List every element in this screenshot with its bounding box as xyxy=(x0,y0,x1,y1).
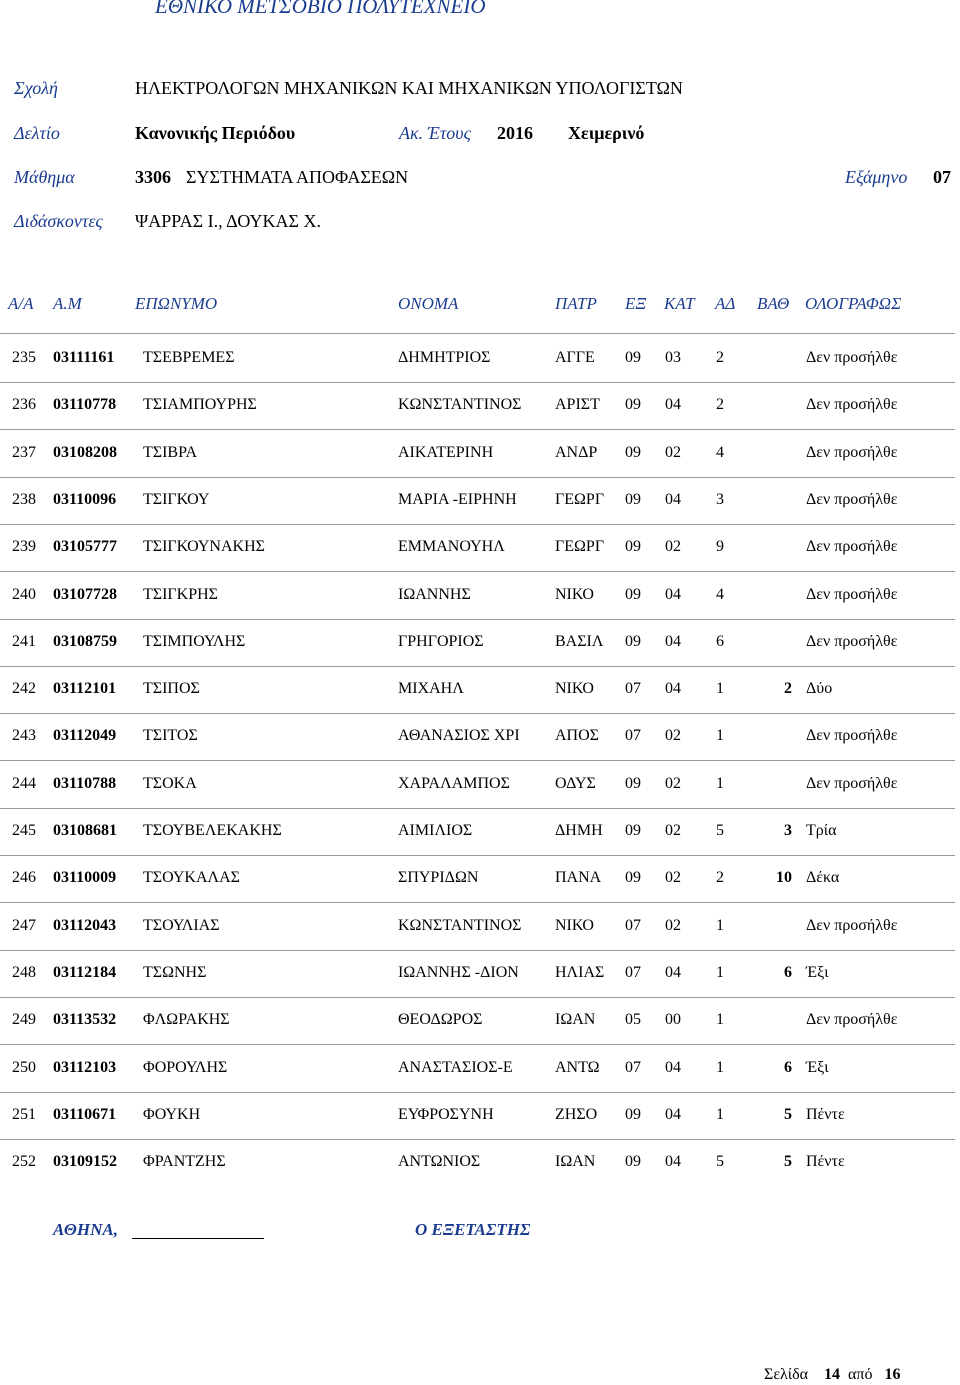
cell-surname: ΤΣΙΓΚΡΗΣ xyxy=(143,586,218,603)
year-value: 2016 xyxy=(497,123,533,143)
cell-name: ΓΡΗΓΟΡΙΟΣ xyxy=(398,633,484,650)
cell-cat: 04 xyxy=(665,1153,681,1170)
cell-am: 03110778 xyxy=(53,396,117,413)
cell-father: ΑΓΓΕ xyxy=(555,349,595,366)
cell-am: 03112049 xyxy=(53,727,117,744)
cell-cat: 03 xyxy=(665,349,681,366)
row-divider xyxy=(0,760,955,761)
cell-name: ΙΩΑΝΝΗΣ xyxy=(398,586,471,603)
row-divider xyxy=(0,619,955,620)
cell-father: ΒΑΣΙΛ xyxy=(555,633,604,650)
cell-name: ΔΗΜΗΤΡΙΟΣ xyxy=(398,349,491,366)
page-of: από xyxy=(848,1366,873,1383)
cell-cat: 02 xyxy=(665,538,681,555)
cell-cat: 02 xyxy=(665,727,681,744)
pagination xyxy=(764,1366,900,1384)
date-signature-line xyxy=(132,1238,264,1239)
cell-father: ΓΕΩΡΓ xyxy=(555,538,605,555)
cell-ad: 1 xyxy=(716,680,724,697)
cell-ad: 1 xyxy=(716,1011,724,1028)
col-surname: ΕΠΩΝΥΜΟ xyxy=(135,294,218,313)
cell-father: ΑΝΔΡ xyxy=(555,444,598,461)
cell-surname: ΤΣΟΥΚΑΛΑΣ xyxy=(143,869,240,886)
cell-aa: 235 xyxy=(12,349,36,366)
cell-words: Δεν προσήλθε xyxy=(806,1011,898,1028)
cell-cat: 02 xyxy=(665,869,681,886)
cell-words: Δεν προσήλθε xyxy=(806,775,898,792)
cell-am: 03113532 xyxy=(53,1011,117,1028)
course-name: ΣΥΣΤΗΜΑΤΑ ΑΠΟΦΑΣΕΩΝ xyxy=(186,167,409,187)
semester-type: Χειμερινό xyxy=(568,123,645,143)
cell-words: Δεν προσήλθε xyxy=(806,491,898,508)
university-title: ΕΘΝΙΚΟ ΜΕΤΣΟΒΙΟ ΠΟΛΥΤΕΧΝΕΙΟ xyxy=(155,0,486,18)
row-divider xyxy=(0,477,955,478)
cell-ad: 1 xyxy=(716,727,724,744)
cell-aa: 247 xyxy=(12,917,36,934)
cell-cat: 04 xyxy=(665,633,681,650)
cell-father: ΙΩΑΝ xyxy=(555,1153,596,1170)
cell-name: ΜΙΧΑΗΛ xyxy=(398,680,464,697)
cell-grade: 3 xyxy=(784,822,792,839)
cell-aa: 237 xyxy=(12,444,36,461)
cell-surname: ΤΣΙΜΠΟΥΛΗΣ xyxy=(143,633,246,650)
cell-words: Δεν προσήλθε xyxy=(806,917,898,934)
cell-father: ΓΕΩΡΓ xyxy=(555,491,605,508)
cell-aa: 241 xyxy=(12,633,36,650)
row-divider xyxy=(0,950,955,951)
cell-am: 03110009 xyxy=(53,869,117,886)
cell-am: 03112103 xyxy=(53,1059,117,1076)
cell-words: Δεν προσήλθε xyxy=(806,538,898,555)
cell-words: Δεν προσήλθε xyxy=(806,633,898,650)
cell-name: ΑΙΜΙΛΙΟΣ xyxy=(398,822,473,839)
cell-cat: 04 xyxy=(665,680,681,697)
row-divider xyxy=(0,429,955,430)
row-divider xyxy=(0,382,955,383)
semester-label: Εξάμηνο xyxy=(845,167,908,187)
cell-surname: ΤΣΙΓΚΟΥ xyxy=(143,491,210,508)
cell-aa: 246 xyxy=(12,869,36,886)
cell-exam: 09 xyxy=(625,491,641,508)
cell-ad: 1 xyxy=(716,775,724,792)
cell-ad: 2 xyxy=(716,869,724,886)
cell-exam: 09 xyxy=(625,444,641,461)
cell-exam: 09 xyxy=(625,586,641,603)
cell-aa: 238 xyxy=(12,491,36,508)
cell-cat: 02 xyxy=(665,444,681,461)
cell-father: ΑΡΙΣΤ xyxy=(555,396,600,413)
cell-ad: 1 xyxy=(716,917,724,934)
cell-ad: 4 xyxy=(716,586,724,603)
header-divider xyxy=(0,333,955,334)
cell-name: ΑΝΑΣΤΑΣΙΟΣ-Ε xyxy=(398,1059,513,1076)
cell-surname: ΤΣΟΥΒΕΛΕΚΑΚΗΣ xyxy=(143,822,282,839)
cell-exam: 09 xyxy=(625,869,641,886)
cell-ad: 5 xyxy=(716,1153,724,1170)
cell-am: 03112043 xyxy=(53,917,117,934)
cell-father: ΔΗΜΗ xyxy=(555,822,603,839)
cell-ad: 1 xyxy=(716,1106,724,1123)
cell-words: Δεν προσήλθε xyxy=(806,727,898,744)
cell-aa: 252 xyxy=(12,1153,36,1170)
cell-name: ΜΑΡΙΑ -ΕΙΡΗΝΗ xyxy=(398,491,517,508)
cell-exam: 09 xyxy=(625,633,641,650)
cell-cat: 00 xyxy=(665,1011,681,1028)
cell-am: 03107728 xyxy=(53,586,117,603)
cell-ad: 1 xyxy=(716,1059,724,1076)
cell-ad: 4 xyxy=(716,444,724,461)
cell-aa: 245 xyxy=(12,822,36,839)
cell-words: Δεν προσήλθε xyxy=(806,349,898,366)
cell-name: ΙΩΑΝΝΗΣ -ΔΙΟΝ xyxy=(398,964,519,981)
cell-am: 03105777 xyxy=(53,538,117,555)
cell-aa: 249 xyxy=(12,1011,36,1028)
cell-exam: 09 xyxy=(625,538,641,555)
cell-name: ΚΩΝΣΤΑΝΤΙΝΟΣ xyxy=(398,917,522,934)
cell-exam: 09 xyxy=(625,1106,641,1123)
col-name: ΟΝΟΜΑ xyxy=(398,294,459,313)
cell-ad: 9 xyxy=(716,538,724,555)
cell-surname: ΤΣΙΒΡΑ xyxy=(143,444,198,461)
cell-exam: 07 xyxy=(625,1059,641,1076)
cell-surname: ΤΣΙΤΟΣ xyxy=(143,727,198,744)
course-label: Μάθημα xyxy=(14,167,75,187)
cell-aa: 243 xyxy=(12,727,36,744)
cell-father: ΙΩΑΝ xyxy=(555,1011,596,1028)
cell-am: 03108208 xyxy=(53,444,117,461)
cell-surname: ΤΣΙΑΜΠΟΥΡΗΣ xyxy=(143,396,257,413)
page-label: Σελίδα xyxy=(764,1366,809,1383)
col-grade: ΒΑΘ xyxy=(757,294,790,313)
page-total: 16 xyxy=(884,1366,901,1383)
cell-exam: 05 xyxy=(625,1011,641,1028)
col-cat: ΚΑΤ xyxy=(664,294,695,313)
cell-aa: 244 xyxy=(12,775,36,792)
cell-words: Πέντε xyxy=(806,1153,845,1170)
row-divider xyxy=(0,1139,955,1140)
footer-examiner: Ο ΕΞΕΤΑΣΤΗΣ xyxy=(415,1220,531,1239)
cell-words: Έξι xyxy=(806,964,829,981)
instructors-label: Διδάσκοντες xyxy=(14,211,103,231)
cell-aa: 251 xyxy=(12,1106,36,1123)
cell-ad: 2 xyxy=(716,349,724,366)
cell-name: ΕΜΜΑΝΟΥΗΛ xyxy=(398,538,505,555)
semester-value: 07 xyxy=(933,167,951,187)
row-divider xyxy=(0,713,955,714)
cell-aa: 239 xyxy=(12,538,36,555)
row-divider xyxy=(0,855,955,856)
cell-name: ΑΘΑΝΑΣΙΟΣ ΧΡΙ xyxy=(398,727,520,744)
cell-cat: 04 xyxy=(665,586,681,603)
col-father: ΠΑΤΡ xyxy=(555,294,597,313)
cell-cat: 02 xyxy=(665,822,681,839)
cell-exam: 09 xyxy=(625,396,641,413)
cell-exam: 07 xyxy=(625,917,641,934)
cell-father: ΗΛΙΑΣ xyxy=(555,964,605,981)
cell-surname: ΦΛΩΡΑΚΗΣ xyxy=(143,1011,230,1028)
row-divider xyxy=(0,808,955,809)
cell-father: ΑΠΟΣ xyxy=(555,727,599,744)
cell-ad: 2 xyxy=(716,396,724,413)
cell-name: ΑΝΤΩΝΙΟΣ xyxy=(398,1153,481,1170)
instructors-value: ΨΑΡΡΑΣ Ι., ΔΟΥΚΑΣ Χ. xyxy=(135,211,321,231)
cell-words: Δεν προσήλθε xyxy=(806,444,898,461)
cell-grade: 6 xyxy=(784,964,792,981)
cell-am: 03108681 xyxy=(53,822,117,839)
cell-am: 03108759 xyxy=(53,633,117,650)
cell-grade: 5 xyxy=(784,1153,792,1170)
cell-aa: 250 xyxy=(12,1059,36,1076)
cell-father: ΝΙΚΟ xyxy=(555,586,594,603)
col-aa: Α/Α xyxy=(8,294,34,313)
cell-grade: 2 xyxy=(784,680,792,697)
row-divider xyxy=(0,666,955,667)
row-divider xyxy=(0,1044,955,1045)
cell-grade: 10 xyxy=(776,869,792,886)
row-divider xyxy=(0,524,955,525)
cell-exam: 09 xyxy=(625,349,641,366)
year-label: Ακ. Έτους xyxy=(399,123,471,143)
cell-exam: 07 xyxy=(625,727,641,744)
row-divider xyxy=(0,902,955,903)
cell-words: Έξι xyxy=(806,1059,829,1076)
col-ad: ΑΔ xyxy=(715,294,736,313)
cell-am: 03109152 xyxy=(53,1153,117,1170)
cell-words: Δύο xyxy=(806,680,833,697)
cell-cat: 02 xyxy=(665,775,681,792)
cell-surname: ΦΡΑΝΤΖΗΣ xyxy=(143,1153,226,1170)
school-label: Σχολή xyxy=(14,78,58,98)
cell-surname: ΤΣΟΚΑ xyxy=(143,775,197,792)
col-words: ΟΛΟΓΡΑΦΩΣ xyxy=(805,294,902,313)
cell-exam: 09 xyxy=(625,775,641,792)
cell-name: ΚΩΝΣΤΑΝΤΙΝΟΣ xyxy=(398,396,522,413)
cell-surname: ΤΣΟΥΛΙΑΣ xyxy=(143,917,220,934)
cell-cat: 04 xyxy=(665,1059,681,1076)
cell-surname: ΤΣΙΓΚΟΥΝΑΚΗΣ xyxy=(143,538,265,555)
cell-ad: 3 xyxy=(716,491,724,508)
cell-aa: 242 xyxy=(12,680,36,697)
cell-aa: 236 xyxy=(12,396,36,413)
cell-am: 03112184 xyxy=(53,964,117,981)
cell-words: Δεν προσήλθε xyxy=(806,586,898,603)
cell-cat: 04 xyxy=(665,964,681,981)
cell-grade: 5 xyxy=(784,1106,792,1123)
cell-words: Τρία xyxy=(806,822,837,839)
row-divider xyxy=(0,1092,955,1093)
cell-words: Δέκα xyxy=(806,869,840,886)
cell-cat: 02 xyxy=(665,917,681,934)
cell-cat: 04 xyxy=(665,491,681,508)
cell-ad: 6 xyxy=(716,633,724,650)
cell-father: ΟΔΥΣ xyxy=(555,775,596,792)
cell-father: ΠΑΝΑ xyxy=(555,869,602,886)
cell-name: ΑΙΚΑΤΕΡΙΝΗ xyxy=(398,444,494,461)
school-value: ΗΛΕΚΤΡΟΛΟΓΩΝ ΜΗΧΑΝΙΚΩΝ ΚΑΙ ΜΗΧΑΝΙΚΩΝ ΥΠΟΛΟΓΙΣΤΩΝ xyxy=(135,78,683,98)
cell-aa: 240 xyxy=(12,586,36,603)
col-exam: ΕΞ xyxy=(625,294,647,313)
cell-exam: 09 xyxy=(625,822,641,839)
cell-surname: ΤΣΩΝΗΣ xyxy=(143,964,207,981)
cell-cat: 04 xyxy=(665,396,681,413)
cell-surname: ΦΟΥΚΗ xyxy=(143,1106,201,1123)
cell-father: ΑΝΤΩ xyxy=(555,1059,600,1076)
cell-ad: 5 xyxy=(716,822,724,839)
cell-ad: 1 xyxy=(716,964,724,981)
bulletin-value: Κανονικής Περιόδου xyxy=(135,123,296,143)
cell-surname: ΦΟΡΟΥΛΗΣ xyxy=(143,1059,228,1076)
cell-aa: 248 xyxy=(12,964,36,981)
cell-grade: 6 xyxy=(784,1059,792,1076)
cell-cat: 04 xyxy=(665,1106,681,1123)
cell-name: ΣΠΥΡΙΔΩΝ xyxy=(398,869,479,886)
cell-father: ΝΙΚΟ xyxy=(555,917,594,934)
cell-name: ΘΕΟΔΩΡΟΣ xyxy=(398,1011,483,1028)
cell-exam: 07 xyxy=(625,680,641,697)
cell-words: Δεν προσήλθε xyxy=(806,396,898,413)
cell-am: 03112101 xyxy=(53,680,117,697)
cell-words: Πέντε xyxy=(806,1106,845,1123)
cell-exam: 07 xyxy=(625,964,641,981)
cell-am: 03110788 xyxy=(53,775,117,792)
footer-city: ΑΘΗΝΑ, xyxy=(53,1220,118,1239)
cell-surname: ΤΣΙΠΟΣ xyxy=(143,680,200,697)
col-am: Α.Μ xyxy=(53,294,82,313)
cell-name: ΧΑΡΑΛΑΜΠΟΣ xyxy=(398,775,510,792)
cell-father: ΖΗΣΟ xyxy=(555,1106,598,1123)
course-code: 3306 xyxy=(135,167,171,187)
cell-father: ΝΙΚΟ xyxy=(555,680,594,697)
cell-am: 03111161 xyxy=(53,349,115,366)
cell-exam: 09 xyxy=(625,1153,641,1170)
bulletin-label: Δελτίο xyxy=(14,123,60,143)
row-divider xyxy=(0,571,955,572)
cell-am: 03110096 xyxy=(53,491,117,508)
row-divider xyxy=(0,997,955,998)
page-current: 14 xyxy=(824,1366,841,1383)
cell-name: ΕΥΦΡΟΣΥΝΗ xyxy=(398,1106,494,1123)
cell-surname: ΤΣΕΒΡΕΜΕΣ xyxy=(143,349,235,366)
cell-am: 03110671 xyxy=(53,1106,117,1123)
